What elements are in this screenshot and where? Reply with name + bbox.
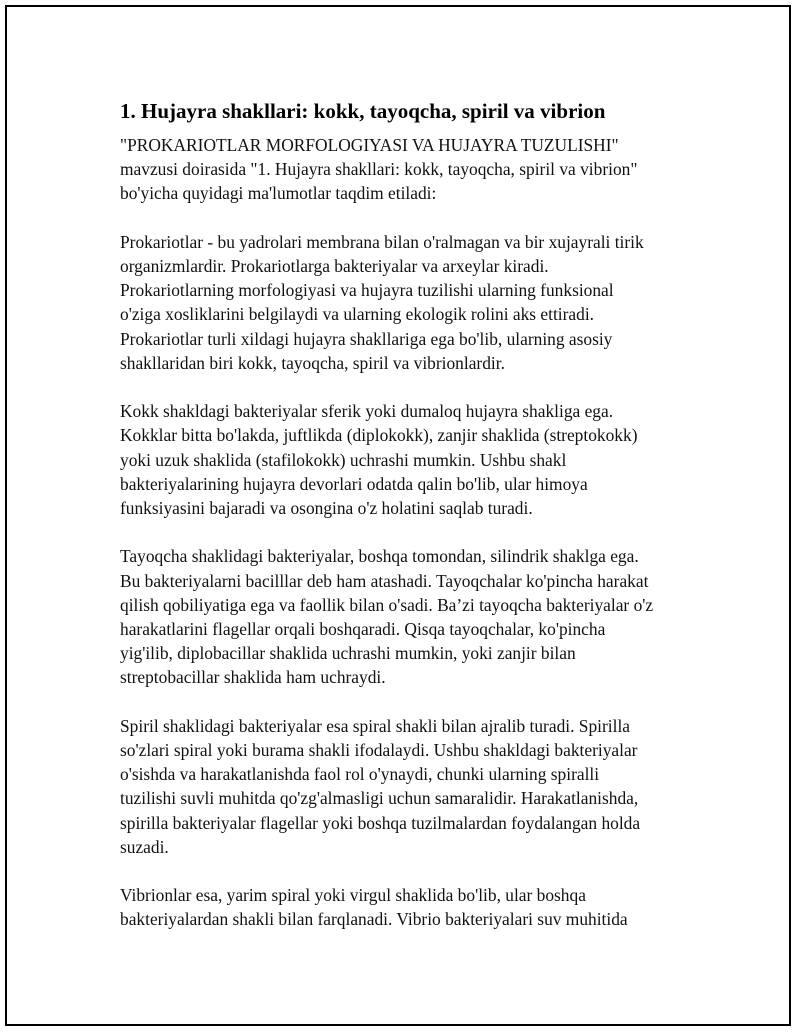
page-frame [5,5,791,1026]
paragraph-bacilli: Tayoqcha shaklidagi bakteriyalar, boshqa tomondan, silindrik shaklga ega. Bu bakteriyalarni bacilllar deb ham atashadi. Tayoqchalar ko'pincha harakat qilish qobiliyatiga ega va faollik bilan o'sadi. Ba’zi tayoqcha bakteriyalar o'z harakatlarini flagellar orqali boshqaradi. Qisqa tayoqchalar, ko'pincha yig'ilib, diplobacillar shaklida uchrashi mumkin, yoki zanjir bilan streptobacillar shaklida ham uchraydi. [120,546,654,688]
paragraph-prokaryotes: Prokariotlar - bu yadrolari membrana bilan o'ralmagan va bir xujayrali tirik organizmlardir. Prokariotlarga bakteriyalar va arxeylar kiradi. Prokariotlarning morfologiyasi va hujayra tuzilishi ularning funksional o'ziga xosliklarini belgilaydi va ularning ekologik rolini aks ettiradi. Prokariotlar turli xildagi hujayra shakllariga ega bo'lib, ularning asosiy shakllaridan biri kokk, tayoqcha, spiril va vibrionlardir. [120,231,644,373]
paragraph-cocci: Kokk shakldagi bakteriyalar sferik yoki dumaloq hujayra shakliga ega. Kokklar bitta bo'lakda, juftlikda (diplokokk), zanjir shaklida (streptokokk) yoki uzuk shaklida (stafilokokk) uchrashi mumkin. Ushbu shakl bakteriyalarining hujayra devorlari odatda qalin bo'lib, ular himoya funksiyasini bajaradi va osongina o'z holatini saqlab turadi. [120,401,638,519]
section-heading: 1. Hujayra shakllari: kokk, tayoqcha, spiril va vibrion [120,99,606,123]
paragraph-intro: "PROKARIOTLAR MORFOLOGIYASI VA HUJAYRA TUZULISHI" mavzusi doirasida "1. Hujayra shakllari: kokk, tayoqcha, spiril va vibrion" bo'yicha quyidagi ma'lumotlar taqdim etiladi: [120,135,638,204]
paragraph-spirilla: Spiril shaklidagi bakteriyalar esa spiral shakli bilan ajralib turadi. Spirilla so'zlari spiral yoki burama shakli ifodalaydi. Ushbu shakldagi bakteriyalar o'sishda va harakatlanishda faol rol o'ynaydi, chunki ularning spiralli tuzilishi suvli muhitda qo'zg'almasligi uchun samaralidir. Harakatlanishda, spirilla bakteriyalar flagellar yoki boshqa tuzilmalardan foydalangan holda suzadi. [120,715,641,857]
paragraph-vibrios: Vibrionlar esa, yarim spiral yoki virgul shaklida bo'lib, ular boshqa bakteriyalardan shakli bilan farqlanadi. Vibrio bakteriyalari suv muhitida [120,885,628,930]
document-body [120,97,720,956]
